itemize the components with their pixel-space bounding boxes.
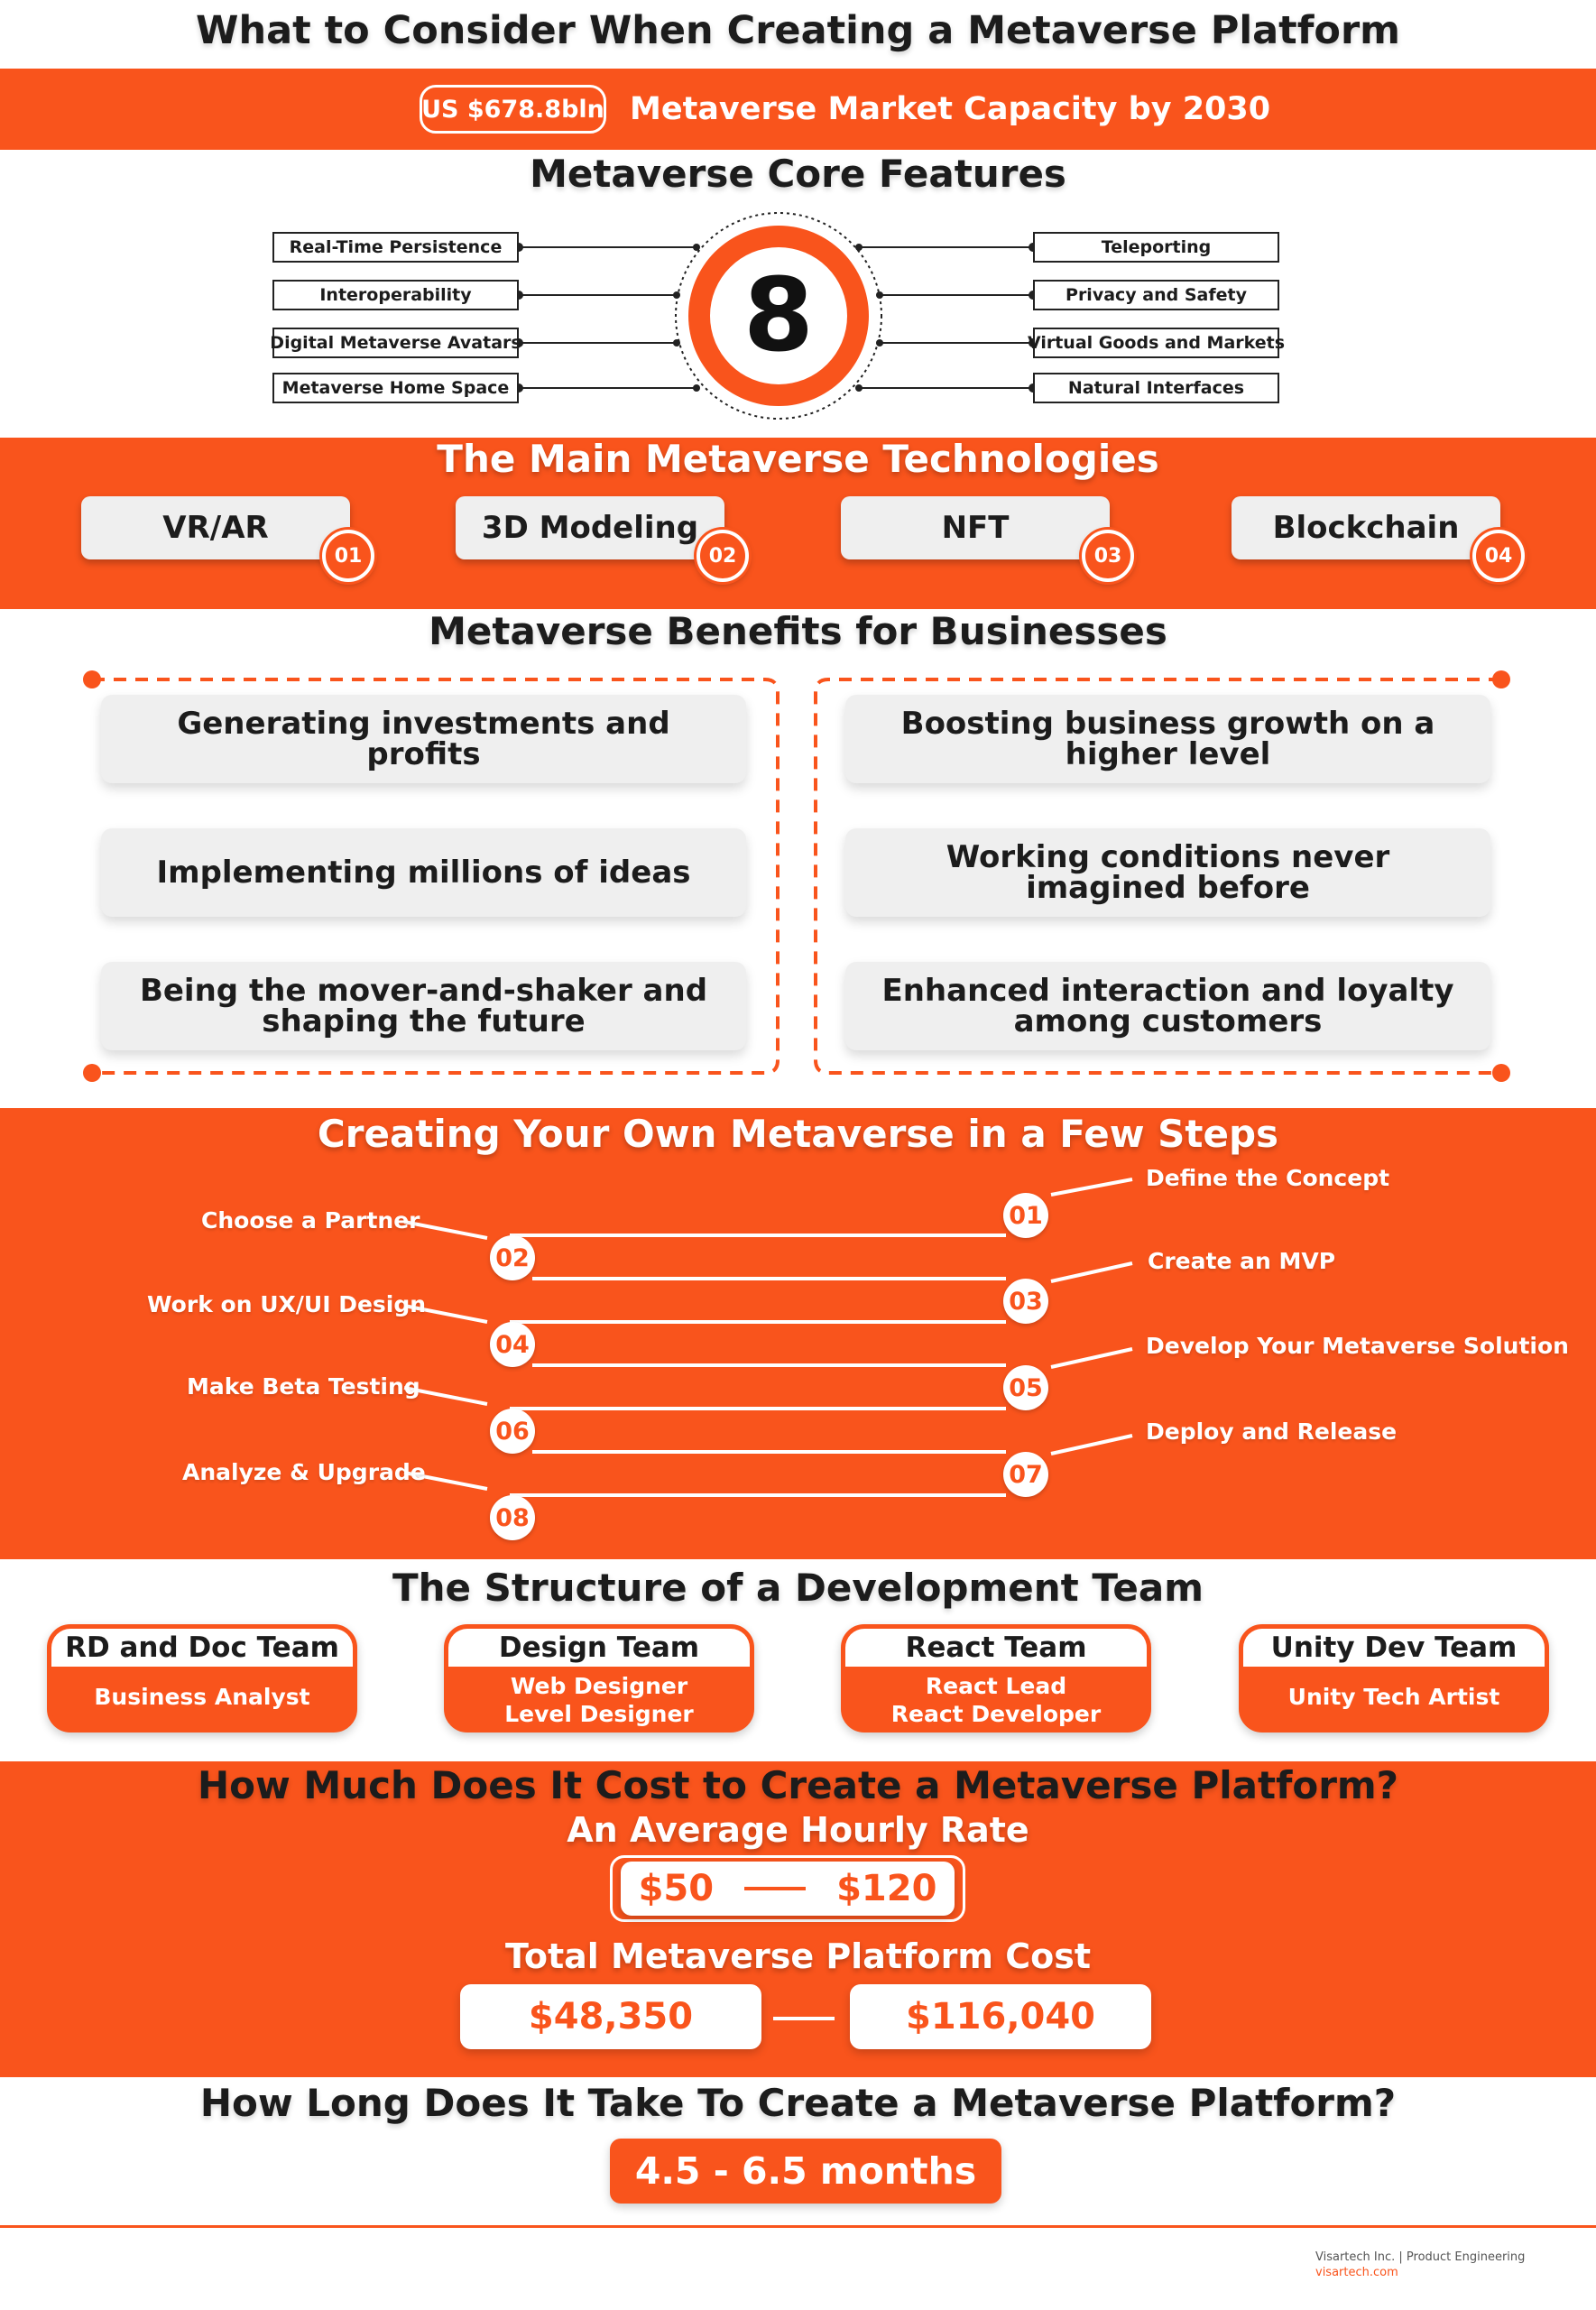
core-features-count: 8 [743,257,814,374]
team-rd-doc [47,1624,357,1732]
step-number-01: 01 [1003,1193,1048,1238]
benefit-business-growth: Boosting business growth on a higher level [845,695,1490,783]
duration-value: 4.5 - 6.5 months [610,2139,1001,2204]
feature-natural-interfaces: Natural Interfaces [1033,373,1279,403]
team-role: Business Analyst [94,1684,310,1710]
core-features-title: Metaverse Core Features [530,152,1066,196]
range-dash [744,1887,806,1890]
page-title: What to Consider When Creating a Metaverse Platform [196,8,1400,53]
tech-number-02: 02 [697,530,749,582]
market-capacity-badge: US $678.8bln [420,85,606,134]
step-choose-partner: Choose a Partner [201,1207,420,1234]
tech-3d-modeling: 3D Modeling [456,496,724,559]
step-number-02: 02 [490,1235,535,1280]
feature-digital-avatars: Digital Metaverse Avatars [272,328,519,358]
total-cost-max: $116,040 [850,1984,1151,2049]
feature-real-time-persistence: Real-Time Persistence [272,232,519,263]
step-analyze-upgrade: Analyze & Upgrade [182,1459,426,1485]
step-beta-testing: Make Beta Testing [187,1373,420,1400]
team-unity-dev [1239,1624,1549,1732]
footer-company: Visartech Inc. | Product Engineering [1315,2250,1526,2264]
team-role: React Lead [925,1673,1067,1699]
benefit-customer-loyalty: Enhanced interaction and loyalty among customers [845,962,1490,1050]
step-number-08: 08 [490,1495,535,1540]
step-number-07: 07 [1003,1452,1048,1497]
team-name: React Team [845,1629,1147,1667]
benefit-millions-of-ideas: Implementing millions of ideas [101,828,746,917]
team-role: React Developer [890,1701,1102,1727]
team-role: Unity Tech Artist [1287,1684,1500,1710]
total-cost-title: Total Metaverse Platform Cost [504,1936,1091,1976]
tech-number-01: 01 [322,530,374,582]
feature-teleporting: Teleporting [1033,232,1279,263]
market-capacity-label: Metaverse Market Capacity by 2030 [630,91,1271,127]
step-ux-ui-design: Work on UX/UI Design [147,1291,427,1317]
footer-site: visartech.com [1315,2266,1398,2279]
step-number-04: 04 [490,1322,535,1367]
benefit-working-conditions: Working conditions never imagined before [845,828,1490,917]
feature-home-space: Metaverse Home Space [272,373,519,403]
tech-vr-ar: VR/AR [81,496,350,559]
team-title: The Structure of a Development Team [392,1566,1204,1610]
step-develop-solution: Develop Your Metaverse Solution [1146,1333,1569,1359]
team-design [444,1624,754,1732]
team-name: Design Team [448,1629,750,1667]
tech-blockchain: Blockchain [1232,496,1500,559]
total-cost-dash [773,2017,835,2020]
tech-nft: NFT [841,496,1110,559]
team-name: RD and Doc Team [51,1629,353,1667]
hourly-rate-title: An Average Hourly Rate [567,1810,1029,1850]
steps-title: Creating Your Own Metaverse in a Few Steps [317,1112,1279,1156]
hourly-rate-max: $120 [836,1868,937,1909]
team-role: Level Designer [504,1701,694,1727]
duration-title: How Long Does It Take To Create a Metaverse Platform? [199,2081,1397,2125]
team-role: Web Designer [510,1673,688,1699]
hourly-rate-box [621,1862,955,1916]
team-name: Unity Dev Team [1243,1629,1545,1667]
tech-number-03: 03 [1082,530,1134,582]
step-number-05: 05 [1003,1365,1048,1410]
tech-number-04: 04 [1472,530,1525,582]
benefits-title: Metaverse Benefits for Businesses [429,609,1167,653]
technologies-title: The Main Metaverse Technologies [437,437,1159,481]
total-cost-min: $48,350 [460,1984,761,2049]
feature-interoperability: Interoperability [272,280,519,310]
benefit-mover-and-shaker: Being the mover-and-shaker and shaping the future [101,962,746,1050]
step-number-06: 06 [490,1409,535,1454]
hourly-rate-min: $50 [638,1868,715,1909]
team-react [841,1624,1151,1732]
cost-title: How Much Does It Cost to Create a Metaverse Platform? [197,1763,1399,1807]
benefit-investments-profits: Generating investments and profits [101,695,746,783]
step-define-concept: Define the Concept [1146,1165,1390,1191]
step-deploy-release: Deploy and Release [1146,1418,1398,1445]
step-create-mvp: Create an MVP [1148,1248,1336,1274]
footer-divider [0,2225,1596,2228]
feature-privacy-safety: Privacy and Safety [1033,280,1279,310]
feature-virtual-goods: Virtual Goods and Markets [1033,328,1279,358]
step-number-03: 03 [1003,1279,1048,1324]
